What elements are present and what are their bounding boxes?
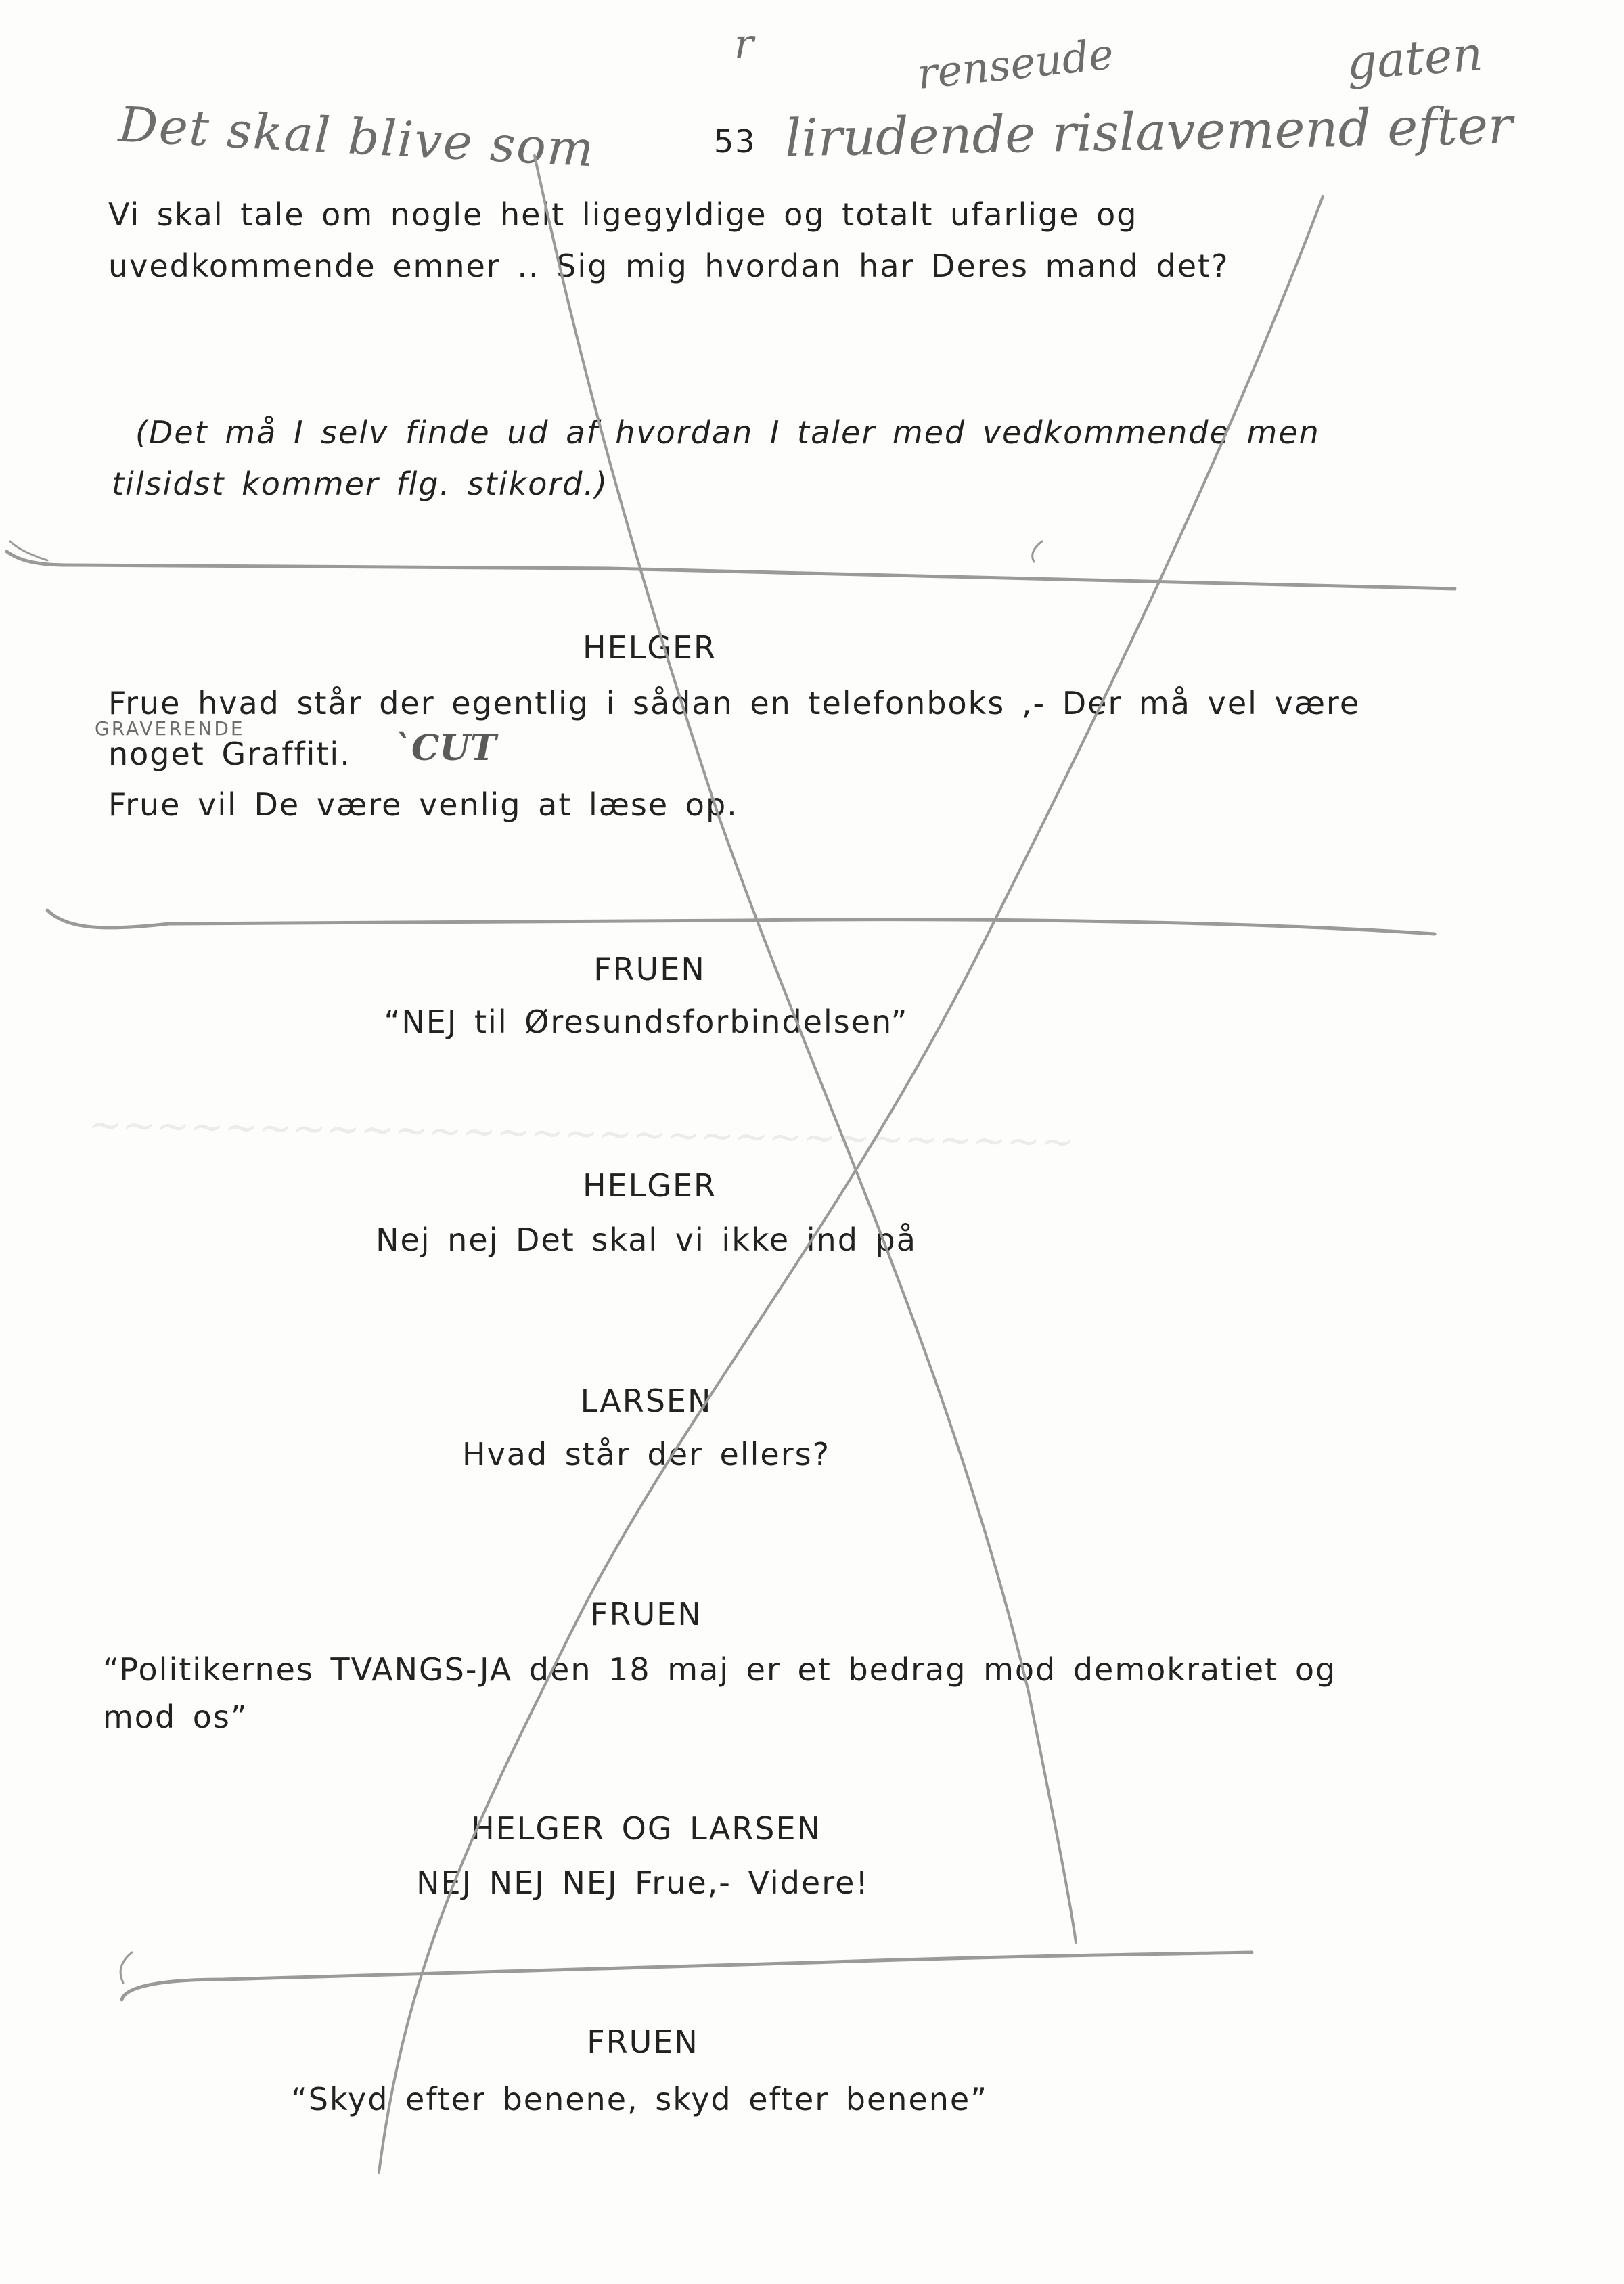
handwritten-margin-note: GRAVERENDE <box>95 717 245 740</box>
speaker-name: FRUEN <box>587 2023 699 2060</box>
speaker-name: LARSEN <box>580 1383 713 1419</box>
dialogue-line: Frue vil De være venlig at læse op. <box>108 786 738 823</box>
dialogue-line: Nej nej Det skal vi ikke ind på <box>376 1222 917 1258</box>
handwritten-cut-mark: `CUT <box>394 727 497 769</box>
dialogue-line: NEJ NEJ NEJ Frue,- Videre! <box>416 1864 870 1901</box>
speaker-name: HELGER OG LARSEN <box>471 1810 821 1847</box>
dialogue-line-1: Vi skal tale om nogle helt ligegyldige og totalt ufarlige og <box>108 196 1138 233</box>
handwritten-note-above: renseude <box>914 28 1116 99</box>
dialogue-line: mod os” <box>103 1699 248 1735</box>
handwritten-note-far-right: gaten <box>1345 26 1485 91</box>
stage-direction-line-2: tilsidst kommer flg. stikord.) <box>112 466 609 502</box>
dialogue-line: “NEJ til Øresundsforbindelsen” <box>384 1004 909 1040</box>
dialogue-line: Hvad står der ellers? <box>461 1436 831 1473</box>
divider-line <box>122 1952 1252 2000</box>
handwritten-note-top-right: lirudende rislavemend efter <box>784 95 1513 169</box>
speaker-name: FRUEN <box>590 1596 702 1632</box>
handwritten-mark-r: r <box>734 20 754 68</box>
dialogue-line: “Politikernes TVANGS-JA den 18 maj er et bedrag mod demokratiet og <box>103 1651 1337 1688</box>
divider-line <box>47 910 1435 934</box>
dialogue-line-2: uvedkommende emner .. Sig mig hvordan har Deres mand det? <box>108 248 1230 284</box>
divider-line <box>7 552 1455 589</box>
dialogue-line: noget Graffiti. <box>108 736 351 772</box>
speaker-name: FRUEN <box>593 951 706 987</box>
handwritten-note-top-left: Det skal blive som <box>117 95 597 178</box>
stage-direction-line-1: (Det må I selv finde ud af hvordan I taler med vedkommende men <box>135 414 1320 451</box>
speaker-name: HELGER <box>583 1167 717 1204</box>
dialogue-line: “Skyd efter benene, skyd efter benene” <box>290 2081 989 2118</box>
page-number: 53 <box>714 123 757 160</box>
bleed-through: ~~~~~~~~~~~~~~~~~~~~~~~~~~~~~ <box>87 1101 1075 1166</box>
speaker-name: HELGER <box>583 629 717 666</box>
dialogue-line: Frue hvad står der egentlig i sådan en telefonboks ,- Der må vel være <box>108 685 1361 721</box>
